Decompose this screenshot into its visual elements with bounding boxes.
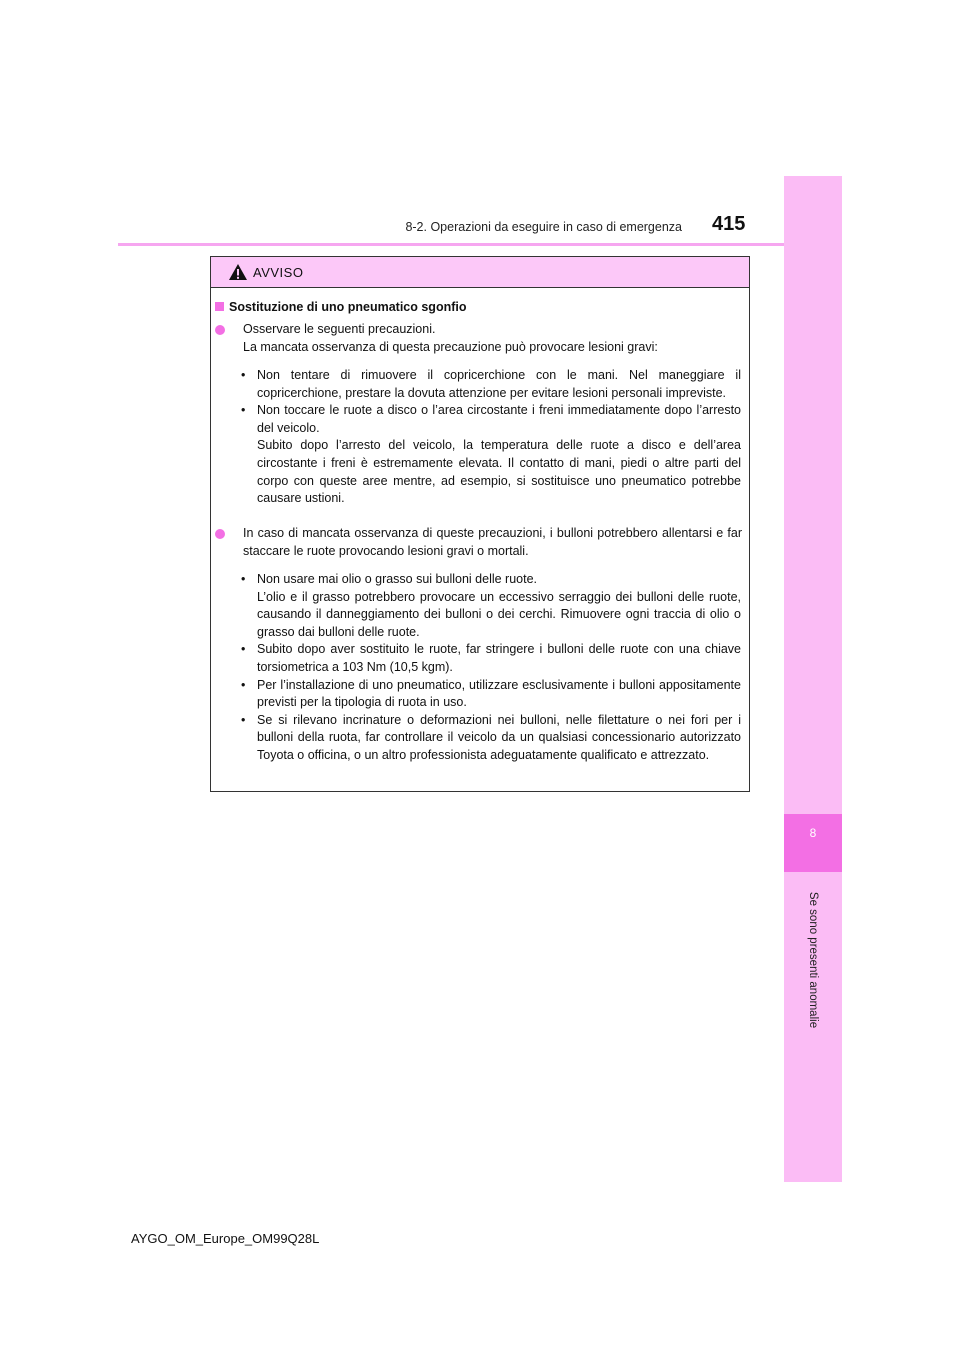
- precaution-list: [237, 367, 741, 508]
- bullet-line: Osservare le seguenti precauzioni.: [243, 322, 436, 336]
- list-item: • Non usare mai olio o grasso sui bulloni delle ruote. L’olio e il grasso potrebbero provocare un eccessivo serraggio dei bulloni delle ruote, causando il danneggiamento dei bulloni o dei cerchi. Rimuovere ogni traccia di olio o grasso dai bulloni delle ruote.: [241, 572, 741, 639]
- precaution-bullet: [215, 525, 742, 560]
- section-title: Sostituzione di uno pneumatico sgonfio: [215, 299, 467, 317]
- precaution-list: [237, 571, 741, 765]
- circle-bullet-icon: [215, 529, 225, 539]
- circle-bullet-icon: [215, 325, 225, 335]
- warning-header: [211, 257, 749, 288]
- list-item: • Subito dopo aver sostituito le ruote, far stringere i bulloni delle ruote con una chiave torsiometrica a 103 Nm (10,5 kgm).: [241, 642, 741, 674]
- bullet-line: La mancata osservanza di questa precauzione può provocare lesioni gravi:: [243, 339, 658, 354]
- chapter-number-box: [784, 814, 842, 872]
- chapter-number: 8: [809, 826, 817, 840]
- running-header: 8-2. Operazioni da eseguire in caso di emergenza: [405, 220, 682, 234]
- bullet-line: In caso di mancata osservanza di queste precauzioni, i bulloni potrebbero allentarsi e far staccare le ruote provocando lesioni gravi o mortali.: [243, 526, 742, 558]
- page-number: 415: [712, 213, 746, 235]
- square-bullet-icon: [215, 302, 224, 311]
- list-item: • Non tentare di rimuovere il copricerchione con le mani. Nel maneggiare il copricerchione, prestare la dovuta attenzione per evitare lesioni personali impreviste.: [241, 368, 741, 400]
- warning-title: AVVISO: [253, 265, 304, 280]
- list-item: • Se si rilevano incrinature o deformazioni nei bulloni, nelle filettature o nei fori per i bulloni della ruota, far controllare il veicolo da un qualsiasi concessionario autorizzato Toyota o officina, o un altro professionista adeguatamente qualificato e attrezzato.: [241, 712, 741, 762]
- warning-box: [210, 256, 750, 792]
- header-rule: [118, 243, 842, 246]
- list-item: • Non toccare le ruote a disco o l’area circostante i freni immediatamente dopo l’arresto del veicolo. Subito dopo l’arresto del veicolo, la temperatura delle ruote a disco e dell’area circostante i freni è estremamente elevata. Il contatto di mani, piedi o altre parti del corpo con queste aree mentre, ad esempio, si sostituisce uno pneumatico potrebbe causare ustioni.: [241, 403, 741, 506]
- chapter-label: Se sono presenti anomalie: [807, 891, 819, 1029]
- document-code: AYGO_OM_Europe_OM99Q28L: [131, 1231, 320, 1246]
- side-tab-band: [784, 176, 842, 1182]
- list-item: • Per l’installazione di uno pneumatico, utilizzare esclusivamente i bulloni appositamente previsti per la tipologia di ruota in uso.: [241, 677, 741, 710]
- warning-triangle-icon: [228, 263, 248, 281]
- precaution-bullet: [215, 321, 742, 356]
